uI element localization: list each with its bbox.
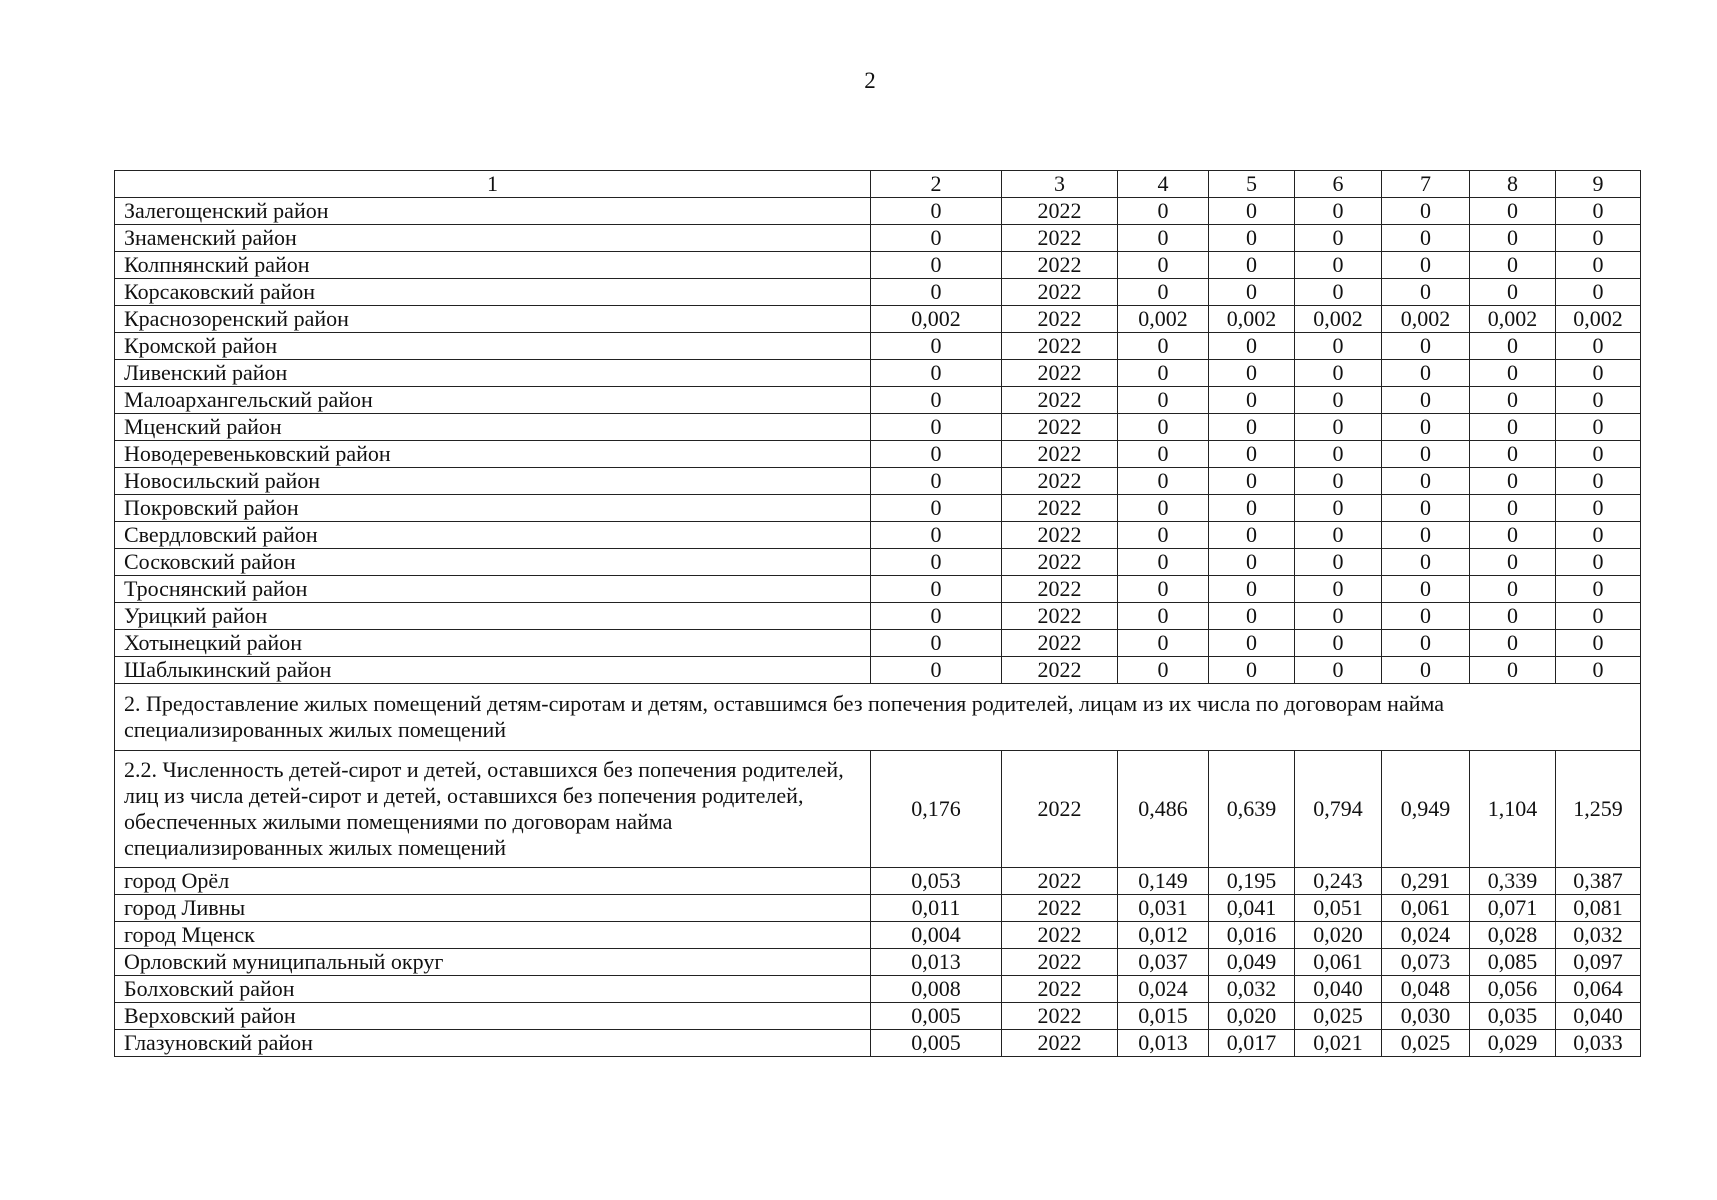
value-cell-col-5: 0,195 <box>1209 868 1295 895</box>
value-cell-col-2: 0 <box>871 198 1002 225</box>
value-cell-col-4: 0,013 <box>1118 1030 1209 1057</box>
table-row <box>115 306 1641 333</box>
value-cell-col-4: 0 <box>1118 252 1209 279</box>
value-cell-col-8: 0,056 <box>1470 976 1556 1003</box>
value-cell-col-9: 0,033 <box>1556 1030 1641 1057</box>
value-cell-col-2: 0 <box>871 414 1002 441</box>
value-cell-col-6: 0,051 <box>1295 895 1382 922</box>
value-cell-col-2: 0 <box>871 225 1002 252</box>
value-cell-col-7: 0 <box>1382 441 1470 468</box>
value-cell-col-4: 0 <box>1118 198 1209 225</box>
value-cell-col-9: 9 <box>1556 171 1641 198</box>
value-cell-col-7: 0,024 <box>1382 922 1470 949</box>
table-row <box>115 949 1641 976</box>
value-cell-col-6: 0,025 <box>1295 1003 1382 1030</box>
value-cell-col-8: 0 <box>1470 630 1556 657</box>
value-cell-col-8: 0 <box>1470 522 1556 549</box>
value-cell-col-5: 0 <box>1209 549 1295 576</box>
value-cell-col-6: 0 <box>1295 495 1382 522</box>
table-row <box>115 279 1641 306</box>
value-cell-col-5: 0 <box>1209 360 1295 387</box>
value-cell-col-7: 0 <box>1382 603 1470 630</box>
value-cell-col-6: 0,794 <box>1295 751 1382 868</box>
value-cell-col-6: 0,243 <box>1295 868 1382 895</box>
value-cell-col-5: 0,041 <box>1209 895 1295 922</box>
value-cell-col-4: 0,486 <box>1118 751 1209 868</box>
value-cell-col-2: 2 <box>871 171 1002 198</box>
value-cell-col-7: 0,061 <box>1382 895 1470 922</box>
value-cell-col-4: 0 <box>1118 603 1209 630</box>
value-cell-col-7: 0 <box>1382 333 1470 360</box>
value-cell-col-5: 0 <box>1209 468 1295 495</box>
row-label-cell: Глазуновский район <box>115 1030 871 1057</box>
table-row <box>115 549 1641 576</box>
value-cell-col-5: 0,002 <box>1209 306 1295 333</box>
value-cell-col-9: 0 <box>1556 360 1641 387</box>
value-cell-col-7: 0 <box>1382 657 1470 684</box>
value-cell-col-7: 0 <box>1382 549 1470 576</box>
value-cell-col-5: 0,020 <box>1209 1003 1295 1030</box>
value-cell-col-9: 0,064 <box>1556 976 1641 1003</box>
value-cell-col-2: 0 <box>871 441 1002 468</box>
table-row <box>115 387 1641 414</box>
value-cell-col-9: 0,040 <box>1556 1003 1641 1030</box>
value-cell-col-5: 0,049 <box>1209 949 1295 976</box>
value-cell-col-5: 0,017 <box>1209 1030 1295 1057</box>
value-cell-col-7: 0 <box>1382 360 1470 387</box>
page-number: 2 <box>864 68 876 93</box>
value-cell-col-6: 0,061 <box>1295 949 1382 976</box>
value-cell-col-7: 0 <box>1382 198 1470 225</box>
value-cell-col-9: 0 <box>1556 414 1641 441</box>
value-cell-col-8: 0 <box>1470 360 1556 387</box>
value-cell-col-4: 0 <box>1118 387 1209 414</box>
value-cell-col-3: 2022 <box>1002 603 1118 630</box>
data-table <box>114 170 1641 1057</box>
value-cell-col-8: 0,028 <box>1470 922 1556 949</box>
value-cell-col-3: 2022 <box>1002 468 1118 495</box>
table-row <box>115 1030 1641 1057</box>
row-label-cell: Урицкий район <box>115 603 871 630</box>
value-cell-col-2: 0,053 <box>871 868 1002 895</box>
value-cell-col-9: 0 <box>1556 441 1641 468</box>
row-label-cell: Новодеревеньковский район <box>115 441 871 468</box>
value-cell-col-3: 2022 <box>1002 868 1118 895</box>
value-cell-col-2: 0,005 <box>871 1003 1002 1030</box>
value-cell-col-8: 0 <box>1470 549 1556 576</box>
value-cell-col-8: 0,002 <box>1470 306 1556 333</box>
row-label-cell: Троснянский район <box>115 576 871 603</box>
value-cell-col-3: 3 <box>1002 171 1118 198</box>
value-cell-col-5: 0 <box>1209 441 1295 468</box>
value-cell-col-4: 0 <box>1118 576 1209 603</box>
value-cell-col-7: 0,291 <box>1382 868 1470 895</box>
value-cell-col-2: 0,176 <box>871 751 1002 868</box>
value-cell-col-4: 0,149 <box>1118 868 1209 895</box>
value-cell-col-6: 0 <box>1295 225 1382 252</box>
value-cell-col-5: 0 <box>1209 522 1295 549</box>
value-cell-col-6: 0 <box>1295 657 1382 684</box>
value-cell-col-9: 0 <box>1556 657 1641 684</box>
value-cell-col-9: 0 <box>1556 279 1641 306</box>
row-label-cell: Малоархангельский район <box>115 387 871 414</box>
value-cell-col-3: 2022 <box>1002 657 1118 684</box>
value-cell-col-3: 2022 <box>1002 441 1118 468</box>
value-cell-col-9: 0 <box>1556 252 1641 279</box>
value-cell-col-3: 2022 <box>1002 751 1118 868</box>
value-cell-col-6: 0 <box>1295 468 1382 495</box>
value-cell-col-3: 2022 <box>1002 949 1118 976</box>
value-cell-col-5: 0 <box>1209 333 1295 360</box>
section-title-row <box>115 684 1641 751</box>
row-label-cell: Орловский муниципальный округ <box>115 949 871 976</box>
value-cell-col-2: 0 <box>871 657 1002 684</box>
value-cell-col-4: 0 <box>1118 522 1209 549</box>
value-cell-col-4: 0 <box>1118 225 1209 252</box>
value-cell-col-3: 2022 <box>1002 576 1118 603</box>
row-label-cell: Шаблыкинский район <box>115 657 871 684</box>
value-cell-col-2: 0 <box>871 387 1002 414</box>
value-cell-col-3: 2022 <box>1002 198 1118 225</box>
table-row <box>115 198 1641 225</box>
value-cell-col-9: 0,032 <box>1556 922 1641 949</box>
table-row <box>115 495 1641 522</box>
row-label-cell: город Орёл <box>115 868 871 895</box>
value-cell-col-9: 0 <box>1556 225 1641 252</box>
row-label-cell: Свердловский район <box>115 522 871 549</box>
value-cell-col-8: 0 <box>1470 414 1556 441</box>
table-row <box>115 225 1641 252</box>
value-cell-col-8: 0,085 <box>1470 949 1556 976</box>
value-cell-col-8: 0,339 <box>1470 868 1556 895</box>
row-label-cell: Хотынецкий район <box>115 630 871 657</box>
value-cell-col-5: 0,032 <box>1209 976 1295 1003</box>
value-cell-col-8: 0 <box>1470 495 1556 522</box>
value-cell-col-2: 0 <box>871 522 1002 549</box>
value-cell-col-8: 0 <box>1470 333 1556 360</box>
row-label-cell: Мценский район <box>115 414 871 441</box>
value-cell-col-8: 0 <box>1470 441 1556 468</box>
value-cell-col-3: 2022 <box>1002 360 1118 387</box>
value-cell-col-5: 0 <box>1209 225 1295 252</box>
value-cell-col-9: 0 <box>1556 495 1641 522</box>
value-cell-col-9: 0 <box>1556 522 1641 549</box>
value-cell-col-6: 0 <box>1295 387 1382 414</box>
header-row <box>115 171 1641 198</box>
value-cell-col-4: 0 <box>1118 333 1209 360</box>
value-cell-col-3: 2022 <box>1002 1003 1118 1030</box>
value-cell-col-4: 0 <box>1118 630 1209 657</box>
row-label-cell: Ливенский район <box>115 360 871 387</box>
row-label-cell: Залегощенский район <box>115 198 871 225</box>
value-cell-col-3: 2022 <box>1002 225 1118 252</box>
value-cell-col-9: 0 <box>1556 630 1641 657</box>
value-cell-col-4: 0 <box>1118 549 1209 576</box>
value-cell-col-6: 0 <box>1295 252 1382 279</box>
value-cell-col-3: 2022 <box>1002 333 1118 360</box>
value-cell-col-4: 0 <box>1118 441 1209 468</box>
value-cell-col-2: 0 <box>871 252 1002 279</box>
value-cell-col-2: 0 <box>871 360 1002 387</box>
value-cell-col-6: 0,021 <box>1295 1030 1382 1057</box>
value-cell-col-7: 0 <box>1382 630 1470 657</box>
value-cell-col-6: 0 <box>1295 360 1382 387</box>
row-label-cell: Корсаковский район <box>115 279 871 306</box>
value-cell-col-3: 2022 <box>1002 387 1118 414</box>
value-cell-col-4: 0,031 <box>1118 895 1209 922</box>
value-cell-col-5: 0 <box>1209 414 1295 441</box>
value-cell-col-6: 0 <box>1295 522 1382 549</box>
value-cell-col-3: 2022 <box>1002 522 1118 549</box>
row-label-cell: город Мценск <box>115 922 871 949</box>
value-cell-col-2: 0 <box>871 603 1002 630</box>
value-cell-col-5: 0 <box>1209 657 1295 684</box>
value-cell-col-3: 2022 <box>1002 976 1118 1003</box>
section-title: 2. Предоставление жилых помещений детям-сиротам и детям, оставшимся без попечения родителей, лицам из их числа по договорам найма специализированных жилых помещений <box>115 684 1641 751</box>
value-cell-col-6: 0 <box>1295 441 1382 468</box>
value-cell-col-5: 0,639 <box>1209 751 1295 868</box>
row-label-cell: Верховский район <box>115 1003 871 1030</box>
value-cell-col-3: 2022 <box>1002 306 1118 333</box>
table-row <box>115 360 1641 387</box>
value-cell-col-7: 0,030 <box>1382 1003 1470 1030</box>
value-cell-col-7: 0 <box>1382 576 1470 603</box>
value-cell-col-8: 8 <box>1470 171 1556 198</box>
value-cell-col-6: 6 <box>1295 171 1382 198</box>
value-cell-col-2: 0,008 <box>871 976 1002 1003</box>
value-cell-col-3: 2022 <box>1002 1030 1118 1057</box>
value-cell-col-5: 0 <box>1209 279 1295 306</box>
value-cell-col-2: 0,002 <box>871 306 1002 333</box>
value-cell-col-3: 2022 <box>1002 549 1118 576</box>
table-row <box>115 252 1641 279</box>
table-row <box>115 576 1641 603</box>
value-cell-col-8: 0 <box>1470 657 1556 684</box>
value-cell-col-6: 0,002 <box>1295 306 1382 333</box>
value-cell-col-2: 0 <box>871 549 1002 576</box>
value-cell-col-5: 0 <box>1209 387 1295 414</box>
value-cell-col-4: 0,037 <box>1118 949 1209 976</box>
table-row <box>115 922 1641 949</box>
table-row <box>115 522 1641 549</box>
value-cell-col-8: 0 <box>1470 279 1556 306</box>
value-cell-col-7: 0 <box>1382 252 1470 279</box>
value-cell-col-3: 2022 <box>1002 630 1118 657</box>
value-cell-col-8: 1,104 <box>1470 751 1556 868</box>
value-cell-col-7: 7 <box>1382 171 1470 198</box>
value-cell-col-6: 0,040 <box>1295 976 1382 1003</box>
value-cell-col-8: 0 <box>1470 468 1556 495</box>
row-label-cell: город Ливны <box>115 895 871 922</box>
table-row <box>115 657 1641 684</box>
row-label-cell: Покровский район <box>115 495 871 522</box>
value-cell-col-8: 0 <box>1470 387 1556 414</box>
table-row <box>115 630 1641 657</box>
value-cell-col-4: 0,024 <box>1118 976 1209 1003</box>
row-label-cell: Болховский район <box>115 976 871 1003</box>
value-cell-col-9: 0 <box>1556 549 1641 576</box>
value-cell-col-8: 0 <box>1470 252 1556 279</box>
value-cell-col-3: 2022 <box>1002 495 1118 522</box>
value-cell-col-9: 0,387 <box>1556 868 1641 895</box>
value-cell-col-8: 0,029 <box>1470 1030 1556 1057</box>
value-cell-col-9: 0,002 <box>1556 306 1641 333</box>
table-row <box>115 868 1641 895</box>
row-label-cell: Колпнянский район <box>115 252 871 279</box>
value-cell-col-4: 0 <box>1118 468 1209 495</box>
row-label-cell: Краснозоренский район <box>115 306 871 333</box>
value-cell-col-6: 0 <box>1295 576 1382 603</box>
value-cell-col-8: 0 <box>1470 603 1556 630</box>
value-cell-col-2: 0,004 <box>871 922 1002 949</box>
table-row <box>115 895 1641 922</box>
value-cell-col-4: 4 <box>1118 171 1209 198</box>
value-cell-col-8: 0,035 <box>1470 1003 1556 1030</box>
value-cell-col-7: 0,073 <box>1382 949 1470 976</box>
table-row <box>115 414 1641 441</box>
value-cell-col-3: 2022 <box>1002 279 1118 306</box>
value-cell-col-4: 0,002 <box>1118 306 1209 333</box>
value-cell-col-5: 0 <box>1209 630 1295 657</box>
value-cell-col-5: 0 <box>1209 576 1295 603</box>
table-row <box>115 333 1641 360</box>
value-cell-col-2: 0,013 <box>871 949 1002 976</box>
value-cell-col-5: 0 <box>1209 495 1295 522</box>
value-cell-col-5: 0 <box>1209 603 1295 630</box>
value-cell-col-8: 0,071 <box>1470 895 1556 922</box>
value-cell-col-2: 0,011 <box>871 895 1002 922</box>
value-cell-col-4: 0 <box>1118 360 1209 387</box>
value-cell-col-3: 2022 <box>1002 895 1118 922</box>
value-cell-col-7: 0 <box>1382 468 1470 495</box>
table-row <box>115 1003 1641 1030</box>
value-cell-col-9: 0 <box>1556 387 1641 414</box>
value-cell-col-4: 0 <box>1118 495 1209 522</box>
value-cell-col-9: 1,259 <box>1556 751 1641 868</box>
value-cell-col-3: 2022 <box>1002 414 1118 441</box>
value-cell-col-6: 0 <box>1295 414 1382 441</box>
value-cell-col-9: 0 <box>1556 198 1641 225</box>
value-cell-col-6: 0 <box>1295 549 1382 576</box>
value-cell-col-5: 0 <box>1209 198 1295 225</box>
value-cell-col-6: 0 <box>1295 279 1382 306</box>
value-cell-col-8: 0 <box>1470 198 1556 225</box>
value-cell-col-9: 0,081 <box>1556 895 1641 922</box>
value-cell-col-9: 0,097 <box>1556 949 1641 976</box>
value-cell-col-4: 0 <box>1118 414 1209 441</box>
row-label-cell: Новосильский район <box>115 468 871 495</box>
value-cell-col-7: 0,025 <box>1382 1030 1470 1057</box>
table-row <box>115 441 1641 468</box>
value-cell-col-2: 0 <box>871 576 1002 603</box>
value-cell-col-9: 0 <box>1556 468 1641 495</box>
value-cell-col-7: 0 <box>1382 522 1470 549</box>
value-cell-col-4: 0,012 <box>1118 922 1209 949</box>
value-cell-col-5: 0 <box>1209 252 1295 279</box>
value-cell-col-7: 0 <box>1382 495 1470 522</box>
value-cell-col-4: 0 <box>1118 657 1209 684</box>
value-cell-col-2: 0 <box>871 333 1002 360</box>
table-row <box>115 468 1641 495</box>
value-cell-col-6: 0 <box>1295 603 1382 630</box>
value-cell-col-2: 0 <box>871 495 1002 522</box>
value-cell-col-7: 0,949 <box>1382 751 1470 868</box>
value-cell-col-6: 0 <box>1295 630 1382 657</box>
value-cell-col-8: 0 <box>1470 225 1556 252</box>
value-cell-col-9: 0 <box>1556 603 1641 630</box>
value-cell-col-7: 0 <box>1382 387 1470 414</box>
value-cell-col-6: 0 <box>1295 198 1382 225</box>
value-cell-col-3: 2022 <box>1002 922 1118 949</box>
value-cell-col-7: 0 <box>1382 225 1470 252</box>
value-cell-col-7: 0 <box>1382 279 1470 306</box>
value-cell-col-8: 0 <box>1470 576 1556 603</box>
value-cell-col-7: 0 <box>1382 414 1470 441</box>
row-label-cell: Сосковский район <box>115 549 871 576</box>
value-cell-col-9: 0 <box>1556 576 1641 603</box>
value-cell-col-5: 5 <box>1209 171 1295 198</box>
value-cell-col-4: 0,015 <box>1118 1003 1209 1030</box>
value-cell-col-7: 0,048 <box>1382 976 1470 1003</box>
table-row <box>115 976 1641 1003</box>
value-cell-col-3: 2022 <box>1002 252 1118 279</box>
value-cell-col-5: 0,016 <box>1209 922 1295 949</box>
value-cell-col-2: 0,005 <box>871 1030 1002 1057</box>
row-label-cell: Кромской район <box>115 333 871 360</box>
table-row <box>115 603 1641 630</box>
indicator-row <box>115 751 1641 868</box>
value-cell-col-4: 0 <box>1118 279 1209 306</box>
value-cell-col-6: 0 <box>1295 333 1382 360</box>
value-cell-col-9: 0 <box>1556 333 1641 360</box>
value-cell-col-7: 0,002 <box>1382 306 1470 333</box>
value-cell-col-2: 0 <box>871 630 1002 657</box>
row-label-cell: Знаменский район <box>115 225 871 252</box>
value-cell-col-2: 0 <box>871 279 1002 306</box>
value-cell-col-1: 1 <box>115 171 871 198</box>
value-cell-col-6: 0,020 <box>1295 922 1382 949</box>
row-label-cell: 2.2. Численность детей-сирот и детей, оставшихся без попечения родителей, лиц из числа детей-сирот и детей, оставшихся без попечения родителей, обеспеченных жилыми помещениями по договорам найма специализированных жилых помещений <box>115 751 871 868</box>
value-cell-col-2: 0 <box>871 468 1002 495</box>
